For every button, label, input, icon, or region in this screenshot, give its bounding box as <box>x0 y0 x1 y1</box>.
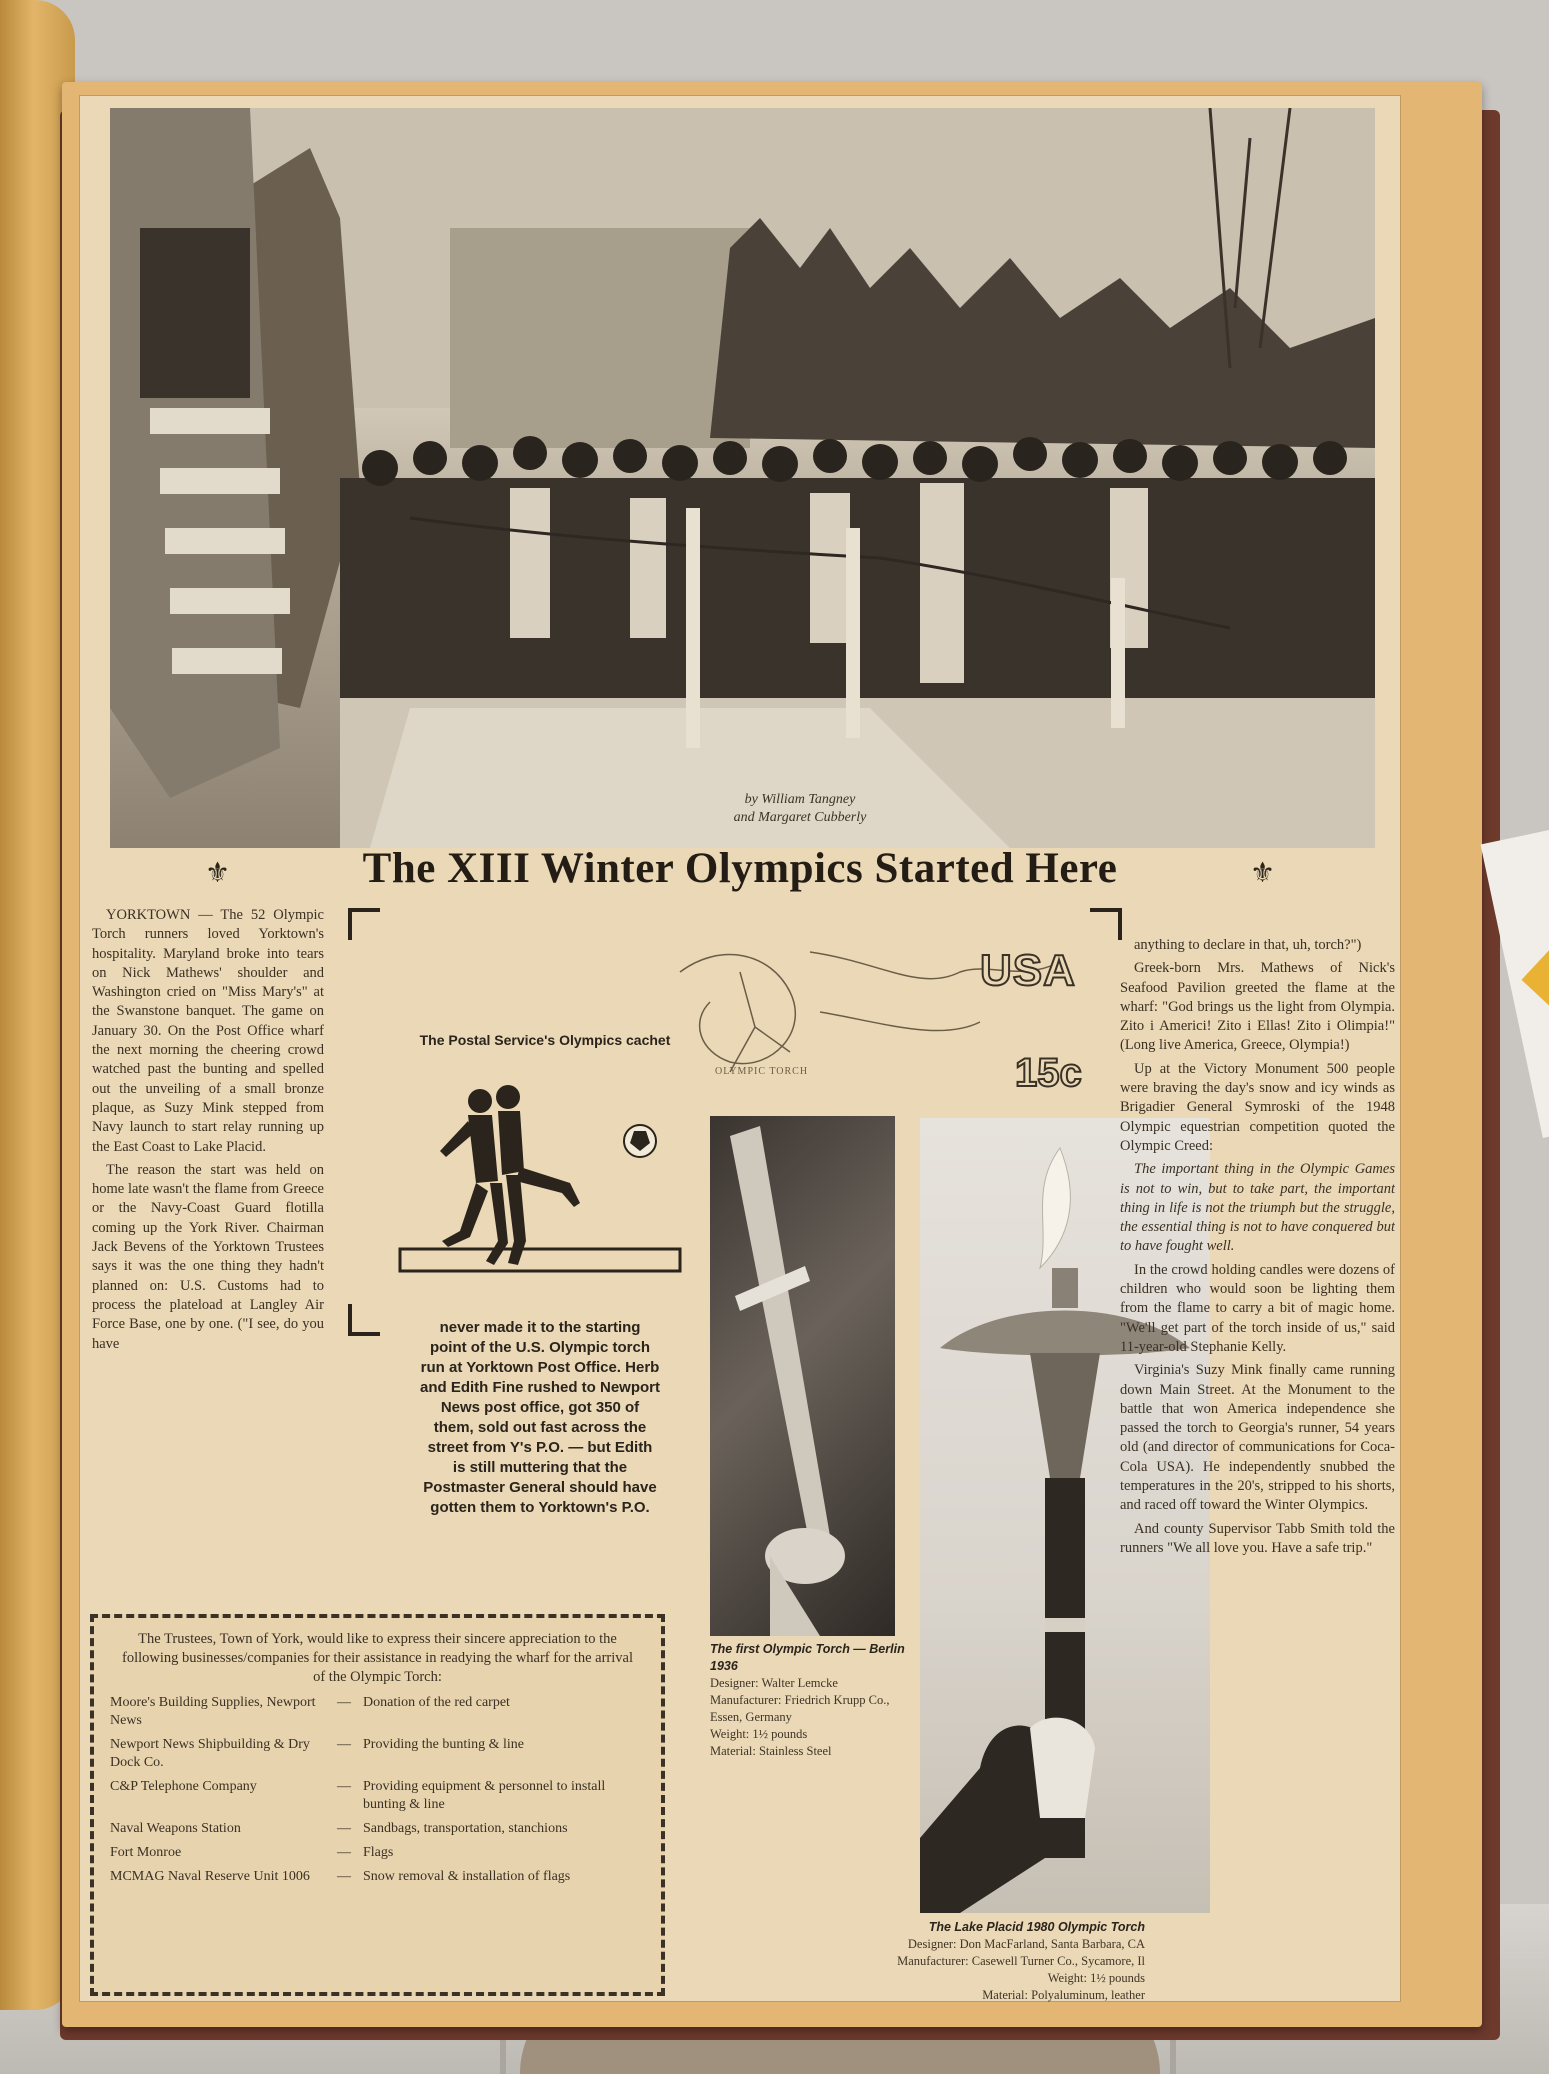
table-row <box>108 1693 647 1735</box>
dash-cell: — <box>337 1821 351 1836</box>
contribution-cell: Flags <box>363 1845 394 1860</box>
berlin-torch-material: Material: Stainless Steel <box>710 1744 832 1758</box>
business-cell: Moore's Building Supplies, Newport News <box>110 1695 316 1728</box>
berlin-torch-designer: Designer: Walter Lemcke <box>710 1676 838 1690</box>
crowd-photo-illustration <box>110 108 1375 848</box>
stamp-rate: 15c <box>1015 1051 1082 1095</box>
torch-icon <box>710 1116 895 1636</box>
contribution-cell: Providing the bunting & line <box>363 1737 524 1752</box>
berlin-torch-title: The first Olympic Torch — Berlin 1936 <box>710 1642 905 1673</box>
stamp-country: USA <box>980 946 1076 995</box>
contribution-cell: Donation of the red carpet <box>363 1695 510 1710</box>
lake-placid-torch-manufacturer: Manufacturer: Casewell Turner Co., Sycamore, Il <box>897 1954 1145 1968</box>
thank-you-table <box>108 1693 647 1891</box>
lake-placid-torch-weight: Weight: 1½ pounds <box>1047 1971 1145 1985</box>
right-paragraph: Virginia's Suzy Mink finally came running down Main Street. At the Monument to the battle that won America independence she passed the torch to Georgia's runner, 54 years old (and director of communications for Coca-Cola USA). He independently snubbed the temperatures in the 20's, stripped to his shorts, and raced off toward the Winter Olympics. <box>1120 1362 1395 1514</box>
right-paragraph: And county Supervisor Tabb Smith told the runners "We all love you. Have a safe trip." <box>1120 1520 1395 1556</box>
newspaper-clipping <box>80 96 1400 2001</box>
cachet-title: The Postal Service's Olympics cachet <box>419 1032 671 1048</box>
berlin-torch-caption <box>710 1641 920 1760</box>
right-paragraph: Greek-born Mrs. Mathews of Nick's Seafood Pavilion greeted the flame at the wharf: "God brings us the light from Olympia. Zito i Americi! Zito i Ellas! Zito i Olimpia!" (Long live America, Greece, Olympia!) <box>1120 960 1395 1054</box>
table-row <box>108 1735 647 1777</box>
thank-you-intro: The Trustees, Town of York, would like to express their sincere appreciation to the following businesses/companies for their assistance in readying the wharf for the arrival of the Olympic Torch: <box>122 1631 633 1685</box>
table-row <box>108 1867 647 1891</box>
olympic-creed: The important thing in the Olympic Games is not to win, but to take part, the important thing in life is not the triumph but the struggle, the essential thing is not to have conquered but to have fought well. <box>1120 1161 1395 1255</box>
thank-you-box <box>90 1614 665 1996</box>
lake-placid-torch-caption <box>815 1919 1145 2004</box>
business-cell: Newport News Shipbuilding & Dry Dock Co. <box>110 1737 310 1770</box>
berlin-torch-manufacturer: Manufacturer: Friedrich Krupp Co., Essen, Germany <box>710 1693 890 1724</box>
dash-cell: — <box>337 1845 351 1860</box>
dash-cell: — <box>337 1695 351 1710</box>
corner-bracket <box>348 908 380 940</box>
table-row <box>108 1819 647 1843</box>
left-paragraph: The reason the start was held on home late wasn't the flame from Greece or the Navy-Coast Guard flotilla coming up the York River. Chairman Jack Bevens of the Yorktown Trustees says it was the one thing they hadn't planned on: U.S. Customs had to process the plateload at Langley Air Force Base, one by one. ("I see, do you have <box>92 1161 324 1352</box>
dash-cell: — <box>337 1779 351 1794</box>
stamp-cancel-text: OLYMPIC TORCH <box>715 1066 809 1077</box>
business-cell: C&P Telephone Company <box>110 1779 257 1794</box>
left-paragraph: YORKTOWN — The 52 Olympic Torch runners loved Yorktown's hospitality. Maryland broke into tears on Nick Mathews' shoulder and Washington cried on "Miss Mary's" at the Swanstone banquet. The game on January 30. On the Post Office wharf the next morning the cheering crowd watched past the bunting and spelled out the unveiling of a small bronze plaque, as Suzy Mink stepped from Navy launch to start relay running up the East Coast to Lake Placid. <box>92 907 324 1155</box>
lake-placid-torch-material: Material: Polyaluminum, leather <box>982 1988 1145 2002</box>
right-paragraph: In the crowd holding candles were dozens of children who would soon be lighting them from the flame to carry a bit of magic home. "We'll get part of the torch inside of us," said 11-year-old Stephanie Kelly. <box>1120 1261 1395 1355</box>
soccer-players-icon <box>390 1071 690 1291</box>
photo-credit <box>670 791 930 827</box>
fleur-de-lis-icon: ⚜ <box>1250 858 1276 889</box>
photo-credit-line-2: and Margaret Cubberly <box>733 810 867 825</box>
headline: The XIII Winter Olympics Started Here <box>362 845 1118 892</box>
lake-placid-torch-designer: Designer: Don MacFarland, Santa Barbara, CA <box>907 1937 1145 1951</box>
contribution-cell: Sandbags, transportation, stanchions <box>363 1821 568 1836</box>
right-column-text <box>1120 936 1395 2001</box>
fleur-de-lis-icon: ⚜ <box>205 858 231 889</box>
right-paragraph: Up at the Victory Monument 500 people were braving the day's snow and icy winds as Brigadier General Symroski of the 1948 Olympic equestrian competition quoted the Olympic Creed: <box>1120 1060 1395 1154</box>
dash-cell: — <box>337 1869 351 1884</box>
table-row <box>108 1777 647 1819</box>
berlin-torch-weight: Weight: 1½ pounds <box>710 1727 808 1741</box>
berlin-torch-photo <box>710 1116 895 1636</box>
business-cell: MCMAG Naval Reserve Unit 1006 <box>110 1869 310 1884</box>
business-cell: Fort Monroe <box>110 1845 182 1860</box>
table-row <box>108 1843 647 1867</box>
right-paragraph: anything to declare in that, uh, torch?") <box>1134 937 1362 953</box>
business-cell: Naval Weapons Station <box>110 1821 241 1836</box>
photo-credit-line-1: by William Tangney <box>744 792 856 807</box>
lake-placid-torch-title: The Lake Placid 1980 Olympic Torch <box>928 1920 1145 1934</box>
crowd-photo <box>110 108 1375 848</box>
corner-bracket <box>348 1304 380 1336</box>
left-column-text <box>92 906 324 1596</box>
dash-cell: — <box>337 1737 351 1752</box>
contribution-cell: Snow removal & installation of flags <box>363 1869 571 1884</box>
cachet-caption: never made it to the starting point of the U.S. Olympic torch run at Yorktown Post Office. Herb and Edith Fine rushed to Newport News post office, got 350 of them, sold out fast across the street from Y's P.O. — but Edith is still muttering that the Postmaster General should have gotten them to Yorktown's P.O. <box>420 1319 660 1516</box>
contribution-cell: Providing equipment & personnel to install bunting & line <box>363 1779 606 1812</box>
